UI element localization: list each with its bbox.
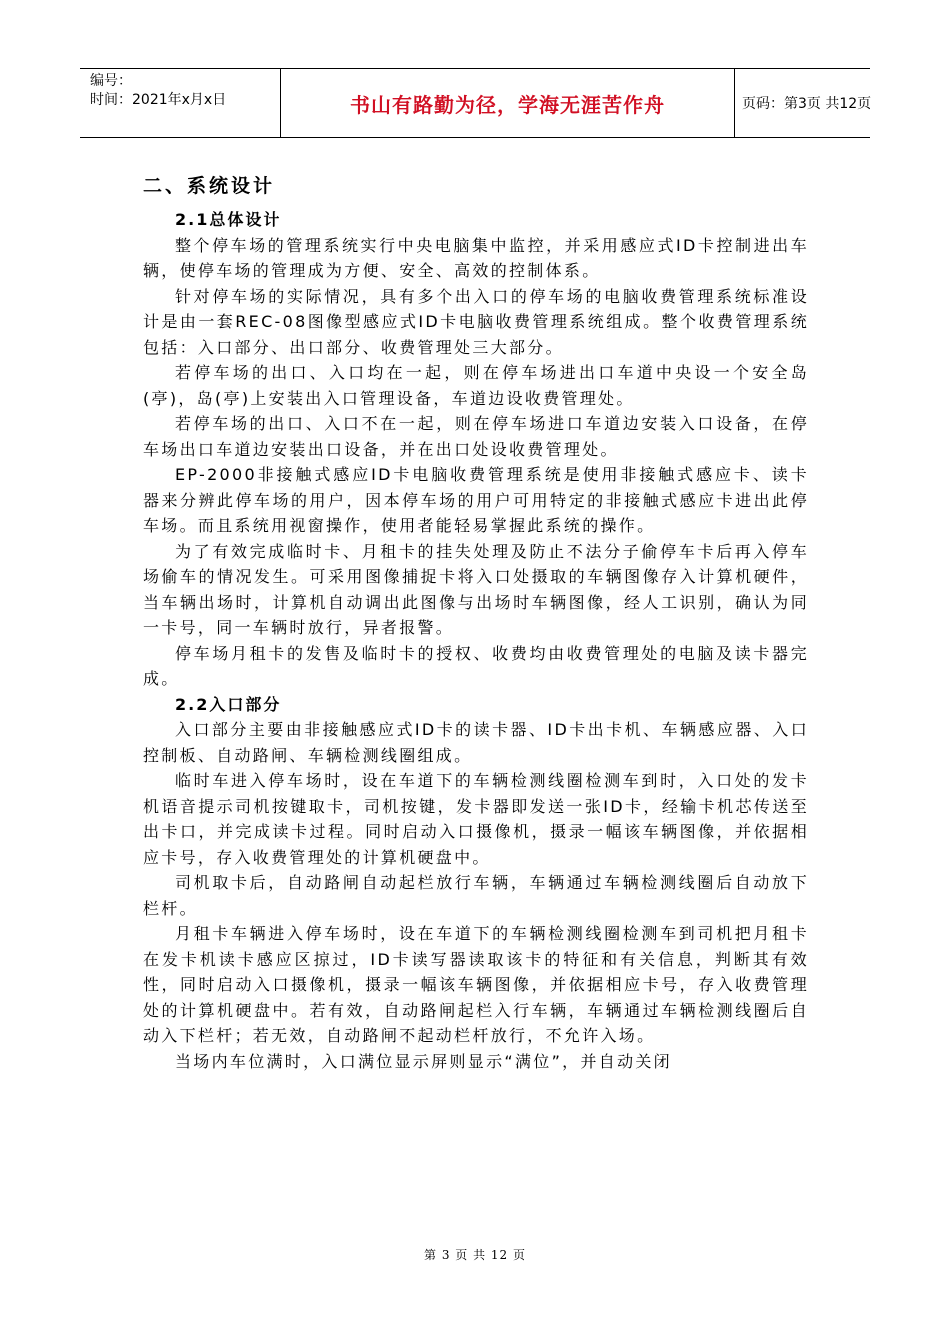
paragraph: 司机取卡后，自动路闸自动起栏放行车辆，车辆通过车辆检测线圈后自动放下栏杆。 bbox=[143, 873, 809, 918]
section-title: 二、系统设计 bbox=[143, 175, 276, 197]
paragraph: 为了有效完成临时卡、月租卡的挂失处理及防止不法分子偷停车卡后再入停车场偷车的情况发生。可采用图像捕捉卡将入口处摄取的车辆图像存入计算机硬件，当车辆出场时，计算机自动调出此图像与出场时车辆图像，经人工识别，确认为同一卡号，同一车辆时放行，异者报警。 bbox=[143, 541, 809, 637]
document-body bbox=[143, 173, 809, 1074]
number-label: 编号： bbox=[90, 73, 132, 89]
paragraph: 整个停车场的管理系统实行中央电脑集中监控，并采用感应式ID卡控制进出车辆，使停车场的管理成为方便、安全、高效的控制体系。 bbox=[143, 235, 809, 280]
header-meta bbox=[80, 69, 281, 137]
paragraph: EP-2000非接触式感应ID卡电脑收费管理系统是使用非接触式感应卡、读卡器来分辨此停车场的用户，因本停车场的用户可用特定的非接触式感应卡进出此停车场。而且系统用视窗操作，使用者能轻易掌握此系统的操作。 bbox=[143, 465, 809, 535]
subsection-title-2-1: 2.1总体设计 bbox=[175, 210, 282, 229]
header-page-code: 页码：第3页 共12页 bbox=[742, 96, 872, 112]
paragraph: 入口部分主要由非接触感应式ID卡的读卡器、ID卡出卡机、车辆感应器、入口控制板、自动路闸、车辆检测线圈组成。 bbox=[143, 720, 809, 765]
page-footer: 第 3 页 共 12 页 bbox=[424, 1248, 526, 1262]
paragraph: 针对停车场的实际情况，具有多个出入口的停车场的电脑收费管理系统标准设计是由一套REC-08图像型感应式ID卡电脑收费管理系统组成。整个收费管理系统包括：入口部分、出口部分、收费管理处三大部分。 bbox=[143, 286, 809, 357]
subsection-title-2-2: 2.2入口部分 bbox=[175, 694, 282, 714]
paragraph: 若停车场的出口、入口不在一起，则在停车场进口车道边安装入口设备，在停车场出口车道边安装出口设备，并在出口处设收费管理处。 bbox=[143, 414, 809, 459]
page-header bbox=[80, 68, 870, 138]
paragraph: 月租卡车辆进入停车场时，设在车道下的车辆检测线圈检测车到司机把月租卡在发卡机读卡感应区掠过，ID卡读写器读取该卡的特征和有关信息，判断其有效性，同时启动入口摄像机，摄录一幅该车辆图像，并依据相应卡号，存入收费管理处的计算机硬盘中。若有效，自动路闸起栏入行车辆，车辆通过车辆检测线圈后自动入下栏杆；若无效，自动路闸不起动栏杆放行，不允许入场。 bbox=[143, 924, 809, 1045]
paragraph: 当场内车位满时，入口满位显示屏则显示“满位”，并自动关闭 bbox=[175, 1051, 672, 1071]
header-motto: 书山有路勤为径，学海无涯苦作舟 bbox=[281, 69, 735, 137]
time-label: 时间：2021年x月x日 bbox=[90, 92, 227, 108]
paragraph: 停车场月租卡的发售及临时卡的授权、收费均由收费管理处的电脑及读卡器完成。 bbox=[143, 643, 809, 688]
paragraph: 若停车场的出口、入口均在一起，则在停车场进出口车道中央设一个安全岛(亭)，岛(亭)上安装出入口管理设备，车道边设收费管理处。 bbox=[143, 363, 809, 408]
paragraph: 临时车进入停车场时，设在车道下的车辆检测线圈检测车到时，入口处的发卡机语音提示司机按键取卡，司机按键，发卡器即发送一张ID卡，经输卡机芯传送至出卡口，并完成读卡过程。同时启动入口摄像机，摄录一幅该车辆图像，并依据相应卡号，存入收费管理处的计算机硬盘中。 bbox=[143, 771, 809, 867]
